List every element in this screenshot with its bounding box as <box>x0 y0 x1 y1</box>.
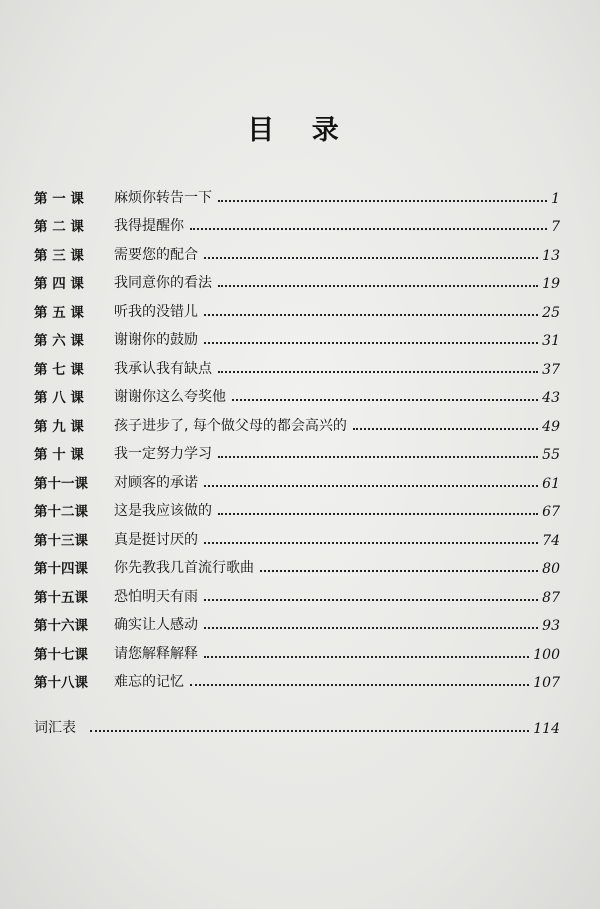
lesson-page-number: 93 <box>542 618 560 634</box>
lesson-number: 第 十 课 <box>34 447 84 463</box>
lesson-number: 第 五 课 <box>34 304 84 321</box>
dot-leader <box>204 485 538 487</box>
toc-entry[interactable] <box>34 292 560 321</box>
toc-entry[interactable] <box>34 178 560 207</box>
lesson-title: 谢谢你的鼓励 <box>114 332 198 348</box>
lesson-page-number: 43 <box>542 390 560 406</box>
dot-leader <box>218 371 538 373</box>
lesson-title: 我得提醒你 <box>114 218 184 234</box>
lesson-title: 我承认我有缺点 <box>114 360 212 377</box>
lesson-page-number: 100 <box>533 646 560 663</box>
lesson-page-number: 1 <box>551 190 560 207</box>
page-title: 目 录 <box>247 115 353 146</box>
dot-leader <box>204 314 538 316</box>
dot-leader <box>204 257 538 259</box>
table-of-contents <box>34 178 560 691</box>
lesson-title: 听我的没错儿 <box>114 303 198 320</box>
lesson-title: 恐怕明天有雨 <box>114 588 198 605</box>
toc-entry-title: 词汇表 <box>34 720 76 736</box>
toc-entry[interactable] <box>34 235 560 264</box>
lesson-title: 孩子进步了, 每个做父母的都会高兴的 <box>114 417 347 434</box>
dot-leader <box>218 456 538 458</box>
lesson-title: 请您解释解释 <box>114 645 198 662</box>
dot-leader <box>218 200 547 202</box>
toc-entry[interactable] <box>34 520 560 549</box>
toc-entry[interactable] <box>34 378 560 407</box>
lesson-title: 对顾客的承诺 <box>114 474 198 491</box>
toc-entry[interactable] <box>34 606 560 635</box>
toc-entry-page: 114 <box>533 721 560 737</box>
lesson-page-number: 7 <box>551 219 560 235</box>
lesson-number: 第 八 课 <box>34 390 84 406</box>
toc-entry[interactable] <box>34 634 560 663</box>
lesson-number: 第十一课 <box>34 475 88 492</box>
lesson-number: 第 九 课 <box>34 418 84 435</box>
lesson-page-number: 61 <box>542 475 560 492</box>
toc-entry[interactable] <box>34 349 560 378</box>
lesson-title: 谢谢你这么夸奖他 <box>114 389 226 405</box>
lesson-number: 第 二 课 <box>34 219 84 235</box>
dot-leader <box>204 342 538 344</box>
lesson-number: 第十二课 <box>34 504 88 520</box>
lesson-page-number: 107 <box>533 675 560 691</box>
lesson-number: 第 七 课 <box>34 361 84 378</box>
dot-leader <box>260 570 538 572</box>
lesson-title: 真是挺讨厌的 <box>114 531 198 548</box>
lesson-title: 你先教我几首流行歌曲 <box>114 560 254 576</box>
lesson-page-number: 67 <box>542 504 560 520</box>
lesson-title: 难忘的记忆 <box>114 674 184 690</box>
dot-leader <box>218 285 538 287</box>
lesson-title: 需要您的配合 <box>114 246 198 263</box>
toc-entry[interactable] <box>34 663 560 692</box>
lesson-page-number: 25 <box>542 304 560 321</box>
lesson-number: 第十八课 <box>34 675 88 691</box>
lesson-number: 第十五课 <box>34 589 88 606</box>
lesson-number: 第 六 课 <box>34 333 84 349</box>
toc-entry-vocabulary[interactable] <box>34 709 560 737</box>
lesson-number: 第十七课 <box>34 646 88 663</box>
lesson-page-number: 80 <box>542 561 560 577</box>
lesson-number: 第十六课 <box>34 618 88 634</box>
toc-entry[interactable] <box>34 549 560 578</box>
toc-entry[interactable] <box>34 463 560 492</box>
dot-leader <box>204 599 538 601</box>
lesson-page-number: 19 <box>542 276 560 292</box>
dot-leader <box>204 542 538 544</box>
lesson-page-number: 49 <box>542 418 560 435</box>
lesson-page-number: 55 <box>542 447 560 463</box>
lesson-page-number: 74 <box>542 532 560 549</box>
dot-leader <box>204 627 538 629</box>
lesson-number: 第 四 课 <box>34 276 84 292</box>
dot-leader <box>190 684 529 686</box>
lesson-title: 我同意你的看法 <box>114 275 212 291</box>
lesson-number: 第十三课 <box>34 532 88 549</box>
lesson-title: 我一定努力学习 <box>114 446 212 462</box>
lesson-title: 麻烦你转告一下 <box>114 189 212 206</box>
toc-entry[interactable] <box>34 207 560 236</box>
dot-leader <box>204 656 529 658</box>
lesson-title: 确实让人感动 <box>114 617 198 633</box>
lesson-number: 第十四课 <box>34 561 88 577</box>
toc-entry[interactable] <box>34 321 560 350</box>
dot-leader <box>218 513 538 515</box>
lesson-title: 这是我应该做的 <box>114 503 212 519</box>
lesson-number: 第 三 课 <box>34 247 84 264</box>
lesson-page-number: 37 <box>542 361 560 378</box>
dot-leader <box>190 228 547 230</box>
dot-leader <box>232 399 538 401</box>
toc-entry[interactable] <box>34 435 560 464</box>
lesson-page-number: 87 <box>542 589 560 606</box>
dot-leader <box>90 730 529 732</box>
dot-leader <box>353 428 538 430</box>
lesson-page-number: 13 <box>542 247 560 264</box>
toc-entry[interactable] <box>34 492 560 521</box>
toc-entry[interactable] <box>34 406 560 435</box>
toc-entry[interactable] <box>34 264 560 293</box>
lesson-number: 第 一 课 <box>34 190 84 207</box>
lesson-page-number: 31 <box>542 333 560 349</box>
toc-entry[interactable] <box>34 577 560 606</box>
